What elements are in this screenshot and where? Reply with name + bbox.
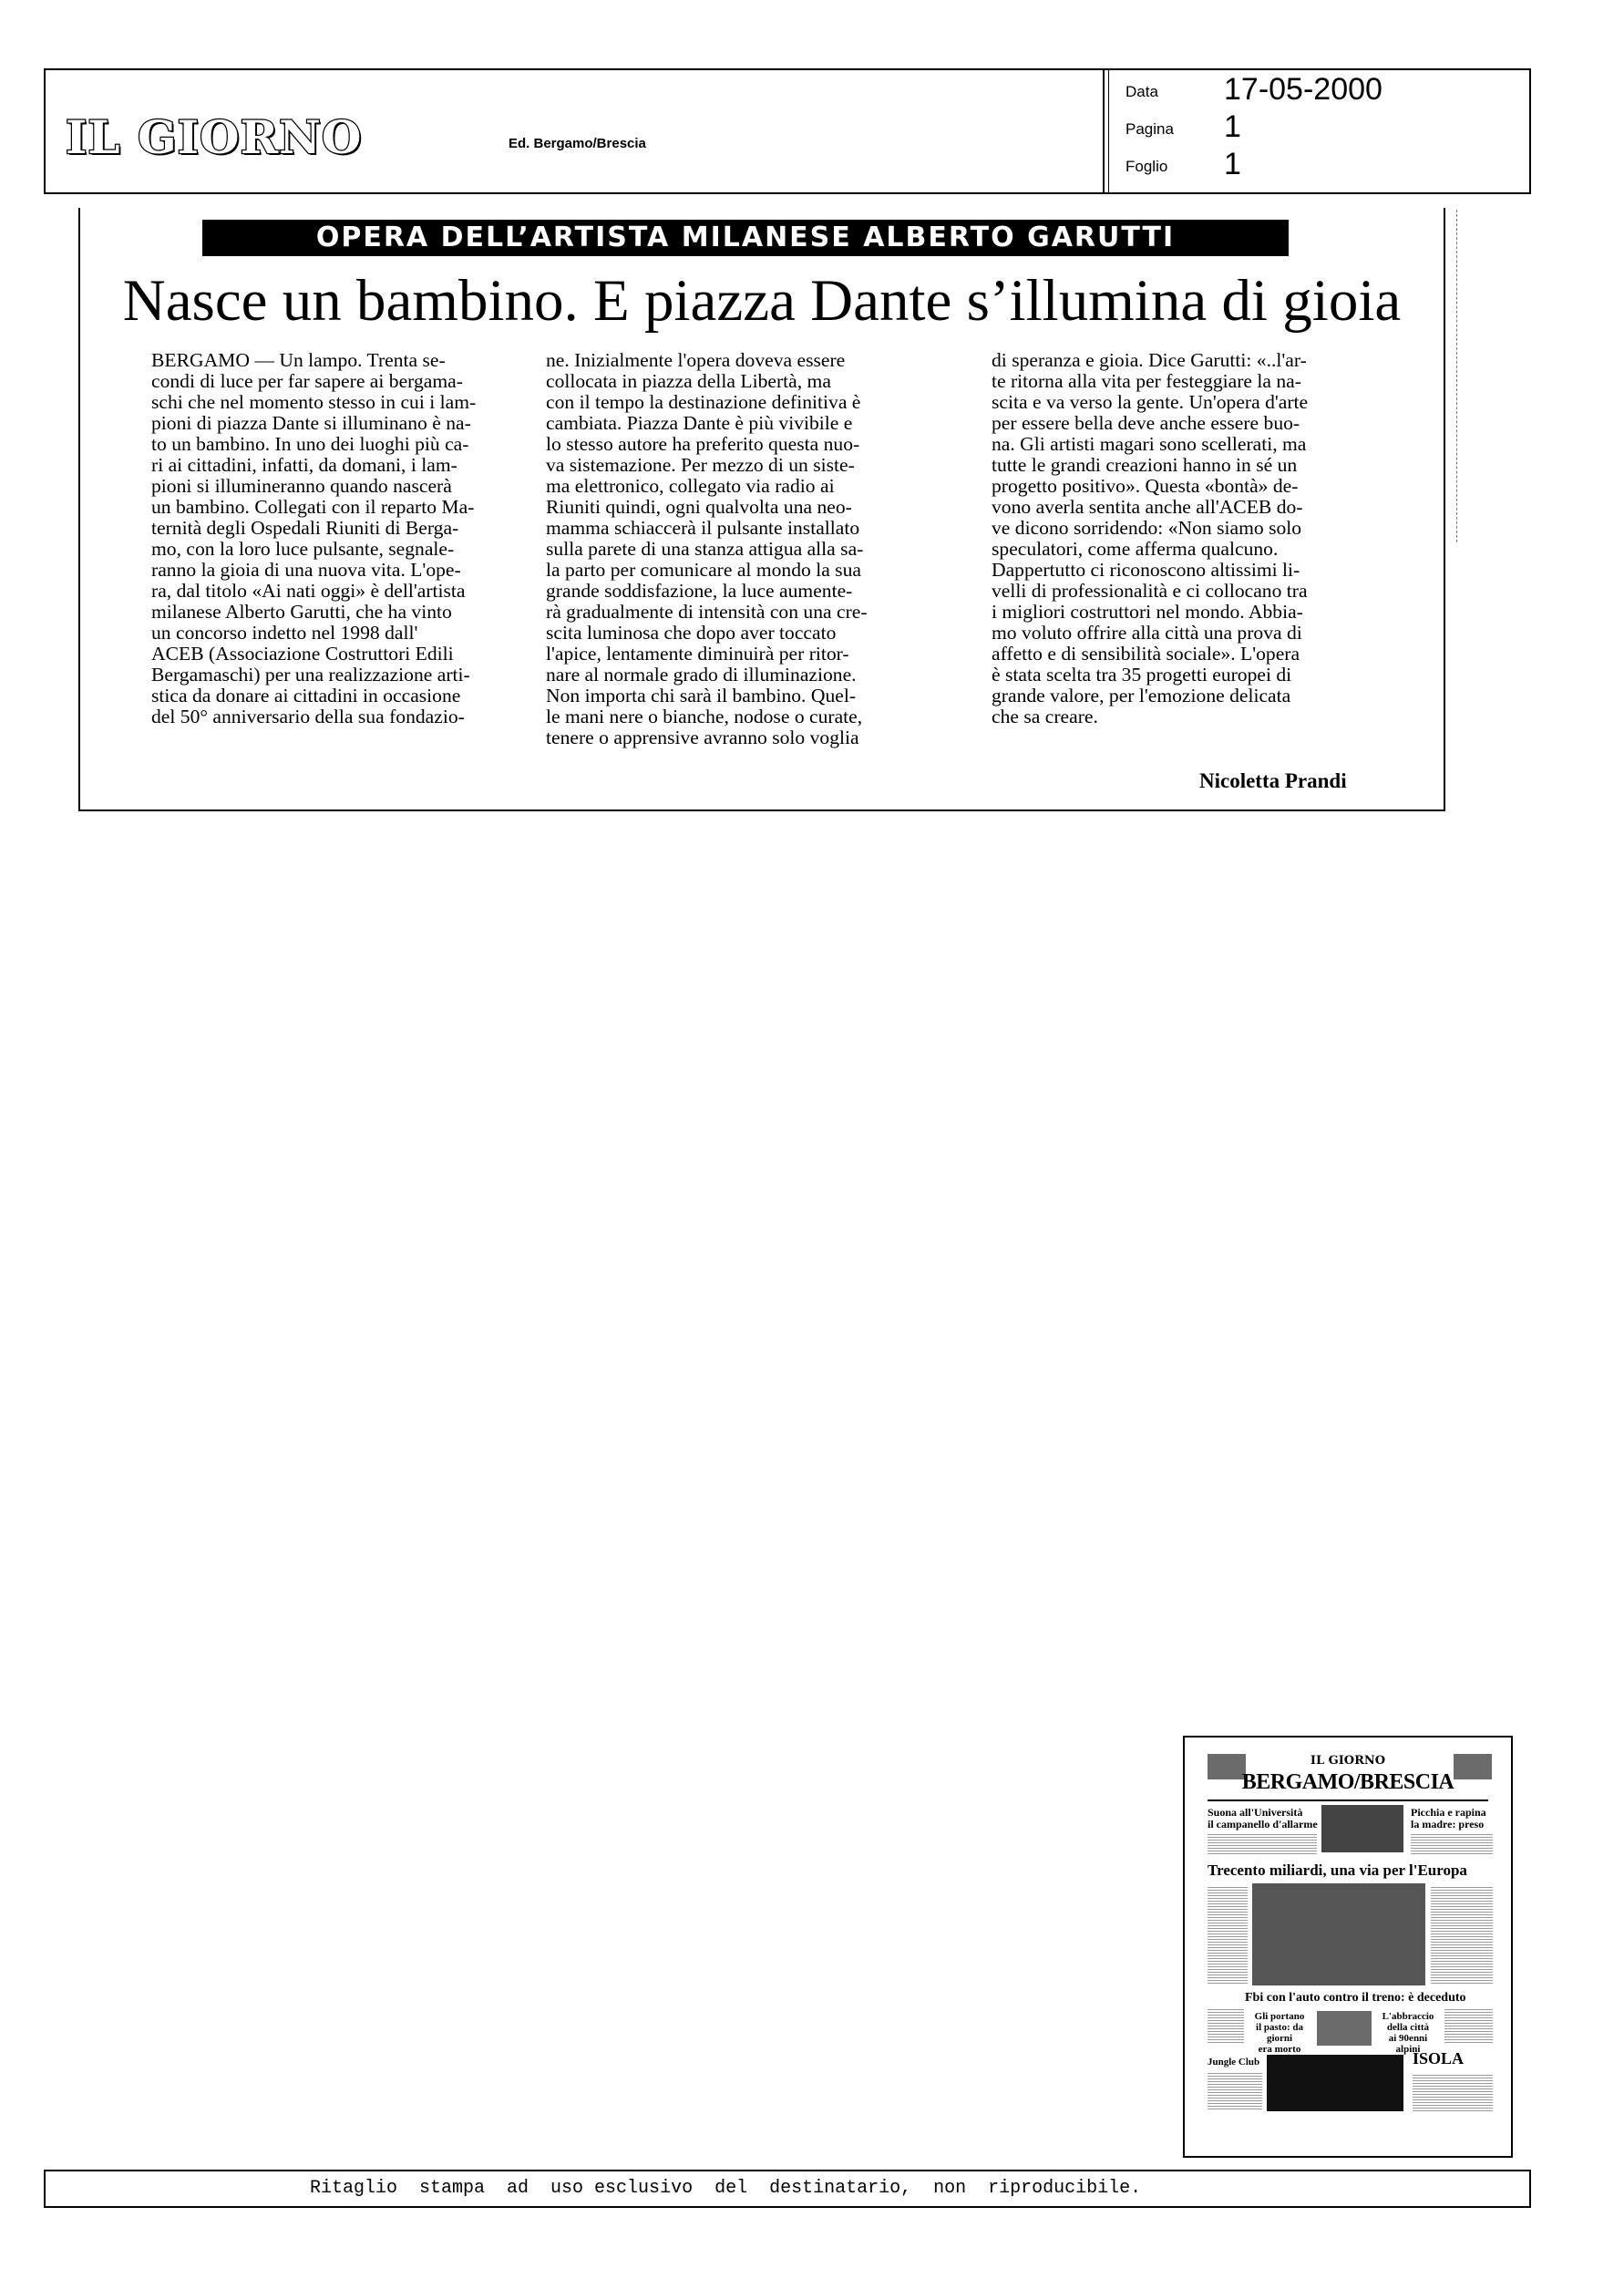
text-line: velli di professionalità e ci collocano tra <box>992 580 1308 602</box>
date-label: Data <box>1125 83 1158 100</box>
thumbnail-text-block <box>1413 2073 1493 2111</box>
text-line: era morto <box>1258 2044 1301 2055</box>
article-clipping <box>78 208 1445 811</box>
text-line: lo stesso autore ha preferito questa nuo- <box>546 433 860 455</box>
text-line: Gli portano <box>1254 2011 1305 2022</box>
text-line: ranno la gioia di una nuova vita. L'ope- <box>151 559 461 581</box>
text-line: to un bambino. In uno dei luoghi più ca- <box>151 433 469 455</box>
margin-rule <box>1456 210 1457 542</box>
thumbnail-box-right <box>1376 2011 1440 2055</box>
article-kicker: OPERA DELL’ARTISTA MILANESE ALBERTO GARUTTI <box>202 220 1289 256</box>
thumbnail-text-block <box>1208 2071 1262 2111</box>
text-line: con il tempo la destinazione definitiva è <box>546 391 861 413</box>
text-line: i migliori costruttori nel mondo. Abbia- <box>992 601 1303 623</box>
thumbnail-text-block <box>1444 2007 1493 2044</box>
thumbnail-text-block <box>1431 1885 1493 1985</box>
text-line: ra, dal titolo «Ai nati oggi» è dell'artista <box>151 580 466 602</box>
text-line: il campanello d'allarme <box>1208 1818 1318 1830</box>
thumbnail-text-block <box>1411 1832 1493 1856</box>
text-line: la parto per comunicare al mondo la sua <box>546 559 861 581</box>
thumbnail-box-left <box>1249 2011 1311 2055</box>
text-line: ACEB (Associazione Costruttori Edili <box>151 643 454 665</box>
text-line: che sa creare. <box>992 706 1098 727</box>
text-line: Non importa chi sarà il bambino. Quel- <box>546 685 857 706</box>
thumbnail-headline-left <box>1208 1807 1318 1830</box>
edition-label: Ed. Bergamo/Brescia <box>509 136 646 151</box>
copyright-notice: Ritaglio stampa ad uso esclusivo del destinatario, non riproducibile. <box>44 2170 1531 2208</box>
text-line: pioni di piazza Dante si illuminano è na- <box>151 412 471 434</box>
newspaper-masthead: IL GIORNO <box>66 110 363 164</box>
text-line: progetto positivo». Questa «bontà» de- <box>992 475 1299 497</box>
text-line: ne. Inizialmente l'opera doveva essere <box>546 349 846 371</box>
text-line: Dappertutto ci riconoscono altissimi li- <box>992 559 1300 581</box>
article-column-3 <box>992 350 1393 727</box>
thumbnail-rule <box>1208 1799 1488 1801</box>
text-line: la madre: preso <box>1411 1818 1485 1830</box>
text-line: ve dicono sorridendo: «Non siamo solo <box>992 517 1302 539</box>
text-line: affetto e di sensibilità sociale». L'opera <box>992 643 1300 665</box>
text-line: te ritorna alla vita per festeggiare la na- <box>992 370 1301 392</box>
text-line: le mani nere o bianche, nodose o curate, <box>546 706 863 727</box>
thumbnail-brand-right: ISOLA <box>1413 2049 1465 2068</box>
front-page-thumbnail <box>1183 1736 1513 2158</box>
text-line: pioni si illumineranno quando nascerà <box>151 475 452 497</box>
text-line: della città <box>1386 2022 1430 2033</box>
text-line: Bergamaschi) per una realizzazione arti- <box>151 664 470 686</box>
text-line: collocata in piazza della Libertà, ma <box>546 370 831 392</box>
thumbnail-edition: BERGAMO/BRESCIA <box>1241 1770 1454 1794</box>
text-line: è stata scelta tra 35 progetti europei di <box>992 664 1292 686</box>
thumbnail-text-block <box>1208 1832 1317 1856</box>
thumbnail-photo-small <box>1317 2011 1372 2046</box>
text-line: tenere o apprensive avranno solo voglia <box>546 727 859 748</box>
text-line: BERGAMO — Un lampo. Trenta se- <box>151 349 446 371</box>
text-line: il pasto: da giorni <box>1256 2022 1303 2044</box>
article-author: Nicoletta Prandi <box>1199 769 1347 792</box>
text-line: na. Gli artisti magari sono scellerati, ma <box>992 433 1307 455</box>
text-line: speculatori, come afferma qualcuno. <box>992 538 1279 560</box>
thumbnail-brand-left: Jungle Club <box>1208 2057 1260 2068</box>
text-line: scita luminosa che dopo aver toccato <box>546 622 837 644</box>
header-divider <box>1103 70 1105 192</box>
text-line: di speranza e gioia. Dice Garutti: «..l'ar- <box>992 349 1307 371</box>
text-line: scita e va verso la gente. Un'opera d'arte <box>992 391 1309 413</box>
thumbnail-photo-top <box>1321 1805 1403 1852</box>
text-line: mo, con la loro luce pulsante, segnale- <box>151 538 455 560</box>
text-line: condi di luce per far sapere ai bergama- <box>151 370 463 392</box>
text-line: ai 90enni alpini <box>1388 2033 1428 2055</box>
text-line: per essere bella deve anche essere buo- <box>992 412 1300 434</box>
thumbnail-text-block <box>1208 1885 1248 1985</box>
thumbnail-main-photo <box>1252 1883 1425 1985</box>
text-line: stica da donare ai cittadini in occasione <box>151 685 461 706</box>
text-line: grande valore, per l'emozione delicata <box>992 685 1291 706</box>
text-line: nare al normale grado di illuminazione. <box>546 664 857 686</box>
article-headline: Nasce un bambino. E piazza Dante s’illumina di gioia <box>122 268 1402 334</box>
text-line: cambiata. Piazza Dante è più vivibile e <box>546 412 853 434</box>
text-line: ri ai cittadini, infatti, da domani, i lam- <box>151 454 457 476</box>
page-label: Pagina <box>1125 120 1174 138</box>
clipping-header <box>44 68 1531 194</box>
text-line: Riuniti quindi, ogni qualvolta una neo- <box>546 496 852 518</box>
thumbnail-headline-right <box>1411 1807 1486 1830</box>
text-line: sulla parete di una stanza attigua alla sa- <box>546 538 864 560</box>
text-line: Suona all'Università <box>1208 1806 1303 1819</box>
article-column-1 <box>151 350 592 727</box>
date-value: 17-05-2000 <box>1224 72 1382 107</box>
text-line: mo voluto offrire alla città una prova di <box>992 622 1302 644</box>
text-line: un bambino. Collegati con il reparto Ma- <box>151 496 475 518</box>
text-line: l'apice, lentamente diminuirà per ritor- <box>546 643 849 665</box>
text-line: un concorso indetto nel 1998 dall' <box>151 622 418 644</box>
thumbnail-mid-headline: Fbi con l'auto contro il treno: è deceduto <box>1245 1991 1466 2005</box>
text-line: milanese Alberto Garutti, che ha vinto <box>151 601 452 623</box>
text-line: L'abbraccio <box>1382 2011 1434 2022</box>
thumbnail-masthead: IL GIORNO <box>1310 1754 1386 1768</box>
text-line: rà gradualmente di intensità con una cre- <box>546 601 868 623</box>
text-line: tutte le grandi creazioni hanno in sé un <box>992 454 1298 476</box>
text-line: va sistemazione. Per mezzo di un siste- <box>546 454 855 476</box>
thumbnail-text-block <box>1208 2007 1244 2044</box>
sheet-value: 1 <box>1224 147 1241 181</box>
text-line: mamma schiaccerà il pulsante installato <box>546 517 860 539</box>
text-line: vono averla sentita anche all'ACEB do- <box>992 496 1303 518</box>
article-column-2 <box>546 350 927 748</box>
text-line: Picchia e rapina <box>1411 1806 1486 1819</box>
text-line: ternità degli Ospedali Riuniti di Berga- <box>151 517 459 539</box>
text-line: grande soddisfazione, la luce aumente- <box>546 580 853 602</box>
text-line: del 50° anniversario della sua fondazio- <box>151 706 465 727</box>
thumbnail-ad-block <box>1267 2055 1403 2111</box>
text-line: ma elettronico, collegato via radio ai <box>546 475 835 497</box>
text-line: schi che nel momento stesso in cui i lam- <box>151 391 477 413</box>
header-divider <box>1108 70 1109 192</box>
thumbnail-main-headline: Trecento miliardi, una via per l'Europa <box>1208 1861 1467 1879</box>
page-value: 1 <box>1224 109 1241 144</box>
sheet-label: Foglio <box>1125 158 1168 175</box>
